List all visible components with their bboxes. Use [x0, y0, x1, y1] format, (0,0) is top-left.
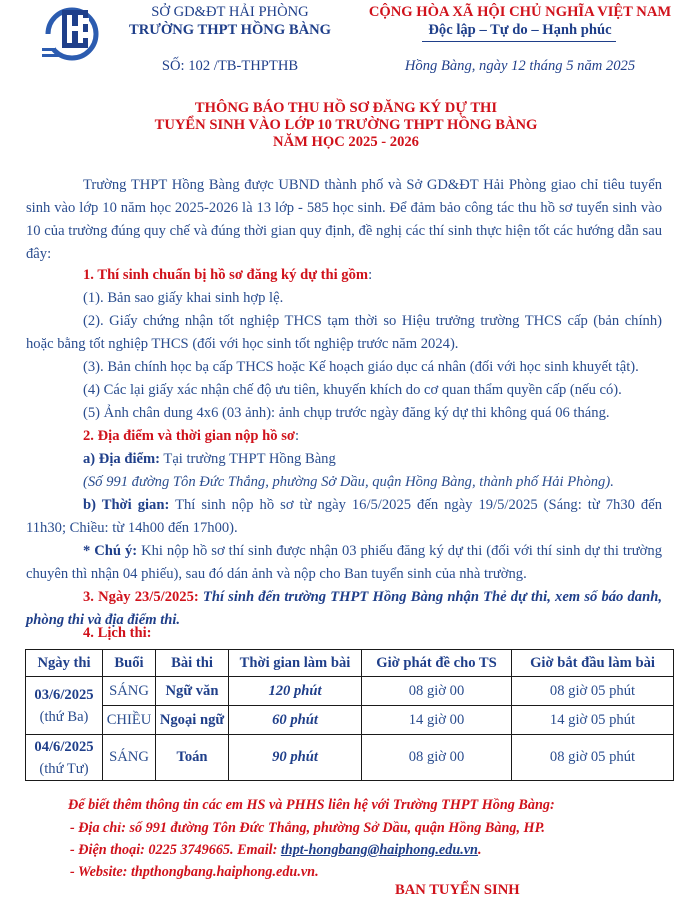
- time-label: b) Thời gian:: [83, 497, 170, 513]
- exam-weekday: (thứ Ba): [39, 708, 89, 725]
- duration-cell: 120 phút: [229, 677, 362, 706]
- intro-paragraph: Trường THPT Hồng Bàng được UBND thành phố và Sở GD&ĐT Hải Phòng giao chỉ tiêu tuyển sinh vào lớp 10 năm học 2025-2026 là 13 lớp - 585 học sinh. Để đảm bảo công tác thu hồ sơ tuyển sinh vào 10 của trường đúng quy chế và đúng thời gian quy định, đề nghị các thí sinh thực hiện tốt các hướng dẫn sau đây:: [26, 177, 662, 262]
- table-row: [26, 677, 674, 706]
- agency-name: SỞ GD&ĐT HẢI PHÒNG: [151, 4, 309, 20]
- title-line-1: THÔNG BÁO THU HỒ SƠ ĐĂNG KÝ DỰ THI: [194, 100, 498, 116]
- requirement-item: (5) Ảnh chân dung 4x6 (03 ảnh): ảnh chụp trước ngày đăng ký dự thi không quá 06 tháng.: [83, 405, 610, 421]
- contact-website-label: - Website:: [70, 864, 131, 880]
- title-line-2: TUYỂN SINH VÀO LỚP 10 TRƯỜNG THPT HỒNG BÀNG: [154, 117, 538, 133]
- table-header-row: [26, 650, 674, 677]
- contact-address: - Địa chỉ: số 991 đường Tôn Đức Thắng, phường Sở Dầu, quận Hồng Bàng, HP.: [70, 820, 545, 836]
- contact-website-line: [70, 861, 319, 883]
- subject-cell: Toán: [156, 735, 229, 781]
- section-1-heading-text: 1. Thí sinh chuẩn bị hồ sơ đăng ký dự thi gồm: [83, 267, 369, 283]
- contact-email-suffix: .: [477, 842, 482, 858]
- time-line: [26, 494, 662, 540]
- location-label: a) Địa điểm:: [83, 451, 161, 467]
- contact-website-link[interactable]: thpthongbang.haiphong.edu.vn: [130, 864, 316, 880]
- column-header: Thời gian làm bài: [229, 650, 362, 677]
- section-3-label: 3. Ngày 23/5/2025:: [83, 589, 199, 605]
- section-4-heading: [26, 622, 662, 645]
- motto-underline: [422, 41, 616, 42]
- note-label: * Chú ý:: [83, 543, 138, 559]
- section-2-heading-text: 2. Địa điểm và thời gian nộp hồ sơ: [83, 428, 296, 444]
- exam-weekday: (thứ Tư): [39, 760, 89, 777]
- table-row: [26, 735, 674, 781]
- national-motto: Độc lập – Tự do – Hạnh phúc: [428, 22, 612, 38]
- requirement-item: (1). Bản sao giấy khai sinh hợp lệ.: [83, 290, 284, 306]
- duration-cell: 90 phút: [229, 735, 362, 781]
- section-2-heading-colon: :: [295, 428, 300, 444]
- exam-date: 04/6/2025: [34, 738, 94, 755]
- session-cell: SÁNG: [103, 735, 156, 781]
- note-paragraph: [26, 540, 662, 586]
- document-date: Hồng Bàng, ngày 12 tháng 5 năm 2025: [404, 58, 636, 74]
- start-time-cell: 08 giờ 05 phút: [512, 677, 674, 706]
- paper-time-cell: 14 giờ 00: [362, 706, 512, 735]
- section-1-heading: [26, 264, 662, 287]
- session-cell: SÁNG: [103, 677, 156, 706]
- contact-intro: Để biết thêm thông tin các em HS và PHHS liên hệ với Trường THPT Hồng Bàng:: [68, 797, 555, 813]
- section-4-heading-text: 4. Lịch thi:: [83, 625, 152, 641]
- column-header: Ngày thi: [26, 650, 103, 677]
- contact-website-suffix: .: [315, 864, 319, 880]
- location-value: Tại trường THPT Hồng Bàng: [160, 451, 336, 467]
- signature-admission-board: BAN TUYỂN SINH: [395, 882, 520, 898]
- subject-cell: Ngoại ngữ: [156, 706, 229, 735]
- title-line-3: NĂM HỌC 2025 - 2026: [273, 134, 419, 150]
- column-header: Buổi: [103, 650, 156, 677]
- start-time-cell: 14 giờ 05 phút: [512, 706, 674, 735]
- paper-time-cell: 08 giờ 00: [362, 677, 512, 706]
- start-time-cell: 08 giờ 05 phút: [512, 735, 674, 781]
- exam-date: 03/6/2025: [34, 686, 94, 703]
- table-row: [26, 706, 674, 735]
- school-address: (Số 991 đường Tôn Đức Thắng, phường Sở Dầu, quận Hồng Bàng, thành phố Hải Phòng).: [83, 474, 614, 490]
- exam-schedule-table: [25, 649, 674, 781]
- requirement-item: (4) Các lại giấy xác nhận chế độ ưu tiên, khuyến khích do cơ quan thẩm quyền cấp (nếu có).: [83, 382, 622, 398]
- section-2-heading: [26, 425, 662, 448]
- contact-email-link[interactable]: thpt-hongbang@haiphong.edu.vn: [280, 842, 478, 858]
- session-cell: CHIỀU: [103, 706, 156, 735]
- paper-time-cell: 08 giờ 00: [362, 735, 512, 781]
- exam-day-cell: [26, 677, 103, 735]
- exam-day-cell: [26, 735, 103, 781]
- column-header: Bài thi: [156, 650, 229, 677]
- duration-cell: 60 phút: [229, 706, 362, 735]
- location-line: [26, 448, 662, 471]
- school-logo-hb-icon: [40, 4, 104, 62]
- section-1-heading-colon: :: [368, 267, 373, 283]
- column-header: Giờ phát đề cho TS: [362, 650, 512, 677]
- subject-cell: Ngữ văn: [156, 677, 229, 706]
- time-value: Thí sinh nộp hồ sơ từ ngày 16/5/2025 đến ngày 19/5/2025 (Sáng: từ 7h30 đến 11h30; Chiều: từ 14h00 đến 17h00).: [26, 497, 662, 536]
- contact-phone-line: [70, 839, 482, 861]
- note-value: Khi nộp hồ sơ thí sinh được nhận 03 phiếu đăng ký dự thi (đối với thí sinh dự thi trường chuyên thì nhận 04 phiếu), sau đó dán ảnh và nộp cho Ban tuyển sinh của nhà trường.: [26, 543, 662, 582]
- requirement-item: (3). Bản chính học bạ cấp THCS hoặc Kế hoạch giáo dục cá nhân (đối với học sinh khuyết tật).: [83, 359, 639, 375]
- country-name: CỘNG HÒA XÃ HỘI CHỦ NGHĨA VIỆT NAM: [368, 4, 672, 20]
- section-3-text: Thí sinh đến trường THPT Hồng Bàng nhận Thẻ dự thi, xem số báo danh, phòng thi và địa điểm thi.: [26, 589, 662, 628]
- school-name: TRƯỜNG THPT HỒNG BÀNG: [128, 22, 332, 38]
- document-number: SỐ: 102 /TB-THPTHB: [161, 58, 299, 74]
- contact-phone: - Điện thoại: 0225 3749665. Email:: [70, 842, 281, 858]
- requirement-item: (2). Giấy chứng nhận tốt nghiệp THCS tạm thời so Hiệu trưởng trường THCS cấp (bản chính) hoặc bằng tốt nghiệp THCS (đối với học sinh tốt nghiệp trước năm 2024).: [26, 313, 662, 352]
- column-header: Giờ bắt đầu làm bài: [512, 650, 674, 677]
